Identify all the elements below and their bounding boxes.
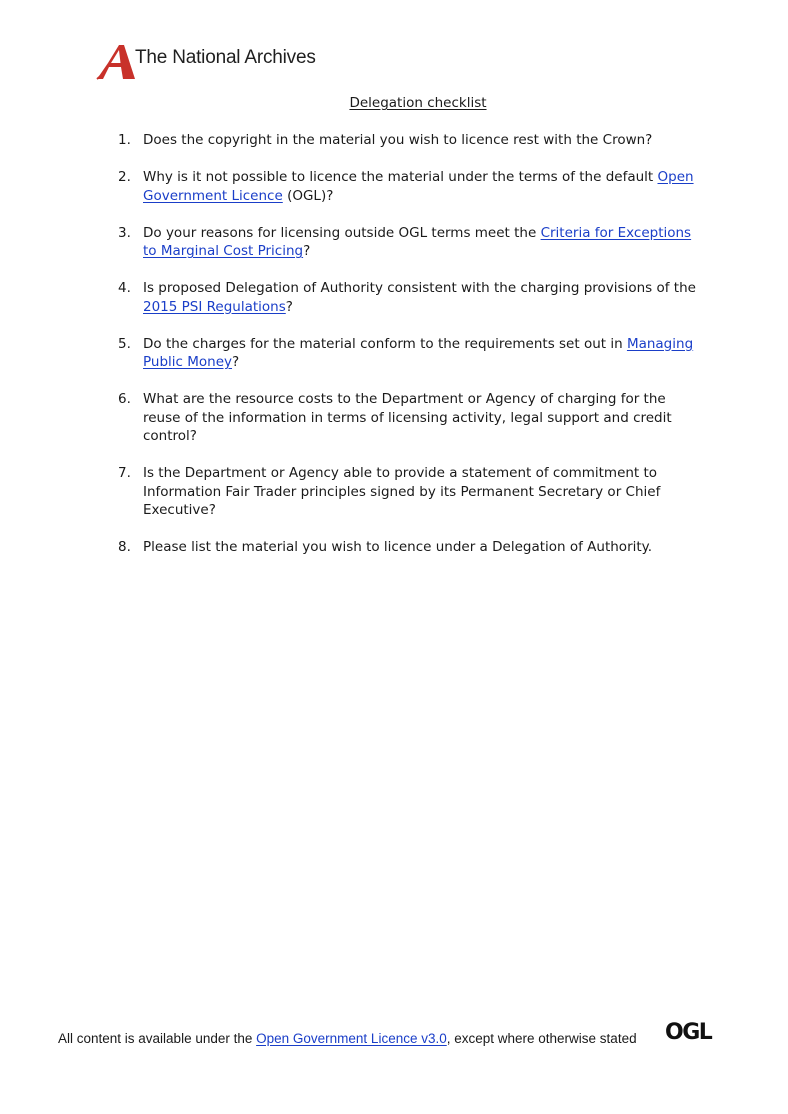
item-text: Do the charges for the material conform to the requirements set out in Managing Public Money? <box>143 335 694 370</box>
checklist <box>118 131 698 575</box>
ogl-logo-text: OGL <box>665 1020 712 1042</box>
item-number: 5. <box>118 335 131 352</box>
org-name: The National Archives <box>135 47 316 68</box>
item-number: 1. <box>118 132 131 148</box>
checklist-item <box>118 279 698 316</box>
item-text: Is the Department or Agency able to provide a statement of commitment to Information Fair Trader principles signed by its Permanent Secretary or Chief Executive? <box>143 465 661 518</box>
page-title: Delegation checklist <box>349 95 487 111</box>
criteria-exceptions-link[interactable]: Criteria for Exceptions to Marginal Cost Pricing <box>143 224 692 259</box>
ogl-v3-link[interactable]: Open Government Licence v3.0 <box>256 1031 447 1046</box>
checklist-item <box>118 464 698 520</box>
item-number: 3. <box>118 224 131 241</box>
national-archives-a-icon <box>95 43 139 81</box>
ogl-link[interactable]: Open Government Licence <box>143 169 694 204</box>
managing-public-money-link[interactable]: Managing Public Money <box>143 335 694 370</box>
psi-regulations-link[interactable]: 2015 PSI Regulations <box>143 298 286 315</box>
item-number: 7. <box>118 465 131 481</box>
checklist-item <box>118 131 698 150</box>
checklist-item <box>118 390 698 446</box>
item-number: 8. <box>118 539 131 555</box>
item-text: Please list the material you wish to licence under a Delegation of Authority. <box>143 539 653 555</box>
item-text: Is proposed Delegation of Authority consistent with the charging provisions of the 2015 PSI Regulations? <box>143 280 696 315</box>
ogl-logo-icon <box>665 1018 715 1042</box>
item-number: 4. <box>118 280 131 296</box>
checklist-item <box>118 538 698 557</box>
item-number: 6. <box>118 391 131 407</box>
item-text: Why is it not possible to licence the material under the terms of the default Open Government Licence (OGL)? <box>143 169 694 204</box>
footer-licence-note: All content is available under the Open Government Licence v3.0, except where otherwise stated <box>58 1031 637 1046</box>
checklist-item <box>118 224 698 261</box>
item-number: 2. <box>118 169 131 185</box>
checklist-item <box>118 335 698 372</box>
item-text: Does the copyright in the material you wish to licence rest with the Crown? <box>143 132 653 148</box>
item-text: What are the resource costs to the Department or Agency of charging for the reuse of the information in terms of licensing activity, legal support and credit control? <box>143 391 672 444</box>
checklist-item <box>118 168 698 205</box>
header-logo <box>95 43 316 81</box>
item-text: Do your reasons for licensing outside OGL terms meet the Criteria for Exceptions to Marginal Cost Pricing? <box>143 224 692 259</box>
